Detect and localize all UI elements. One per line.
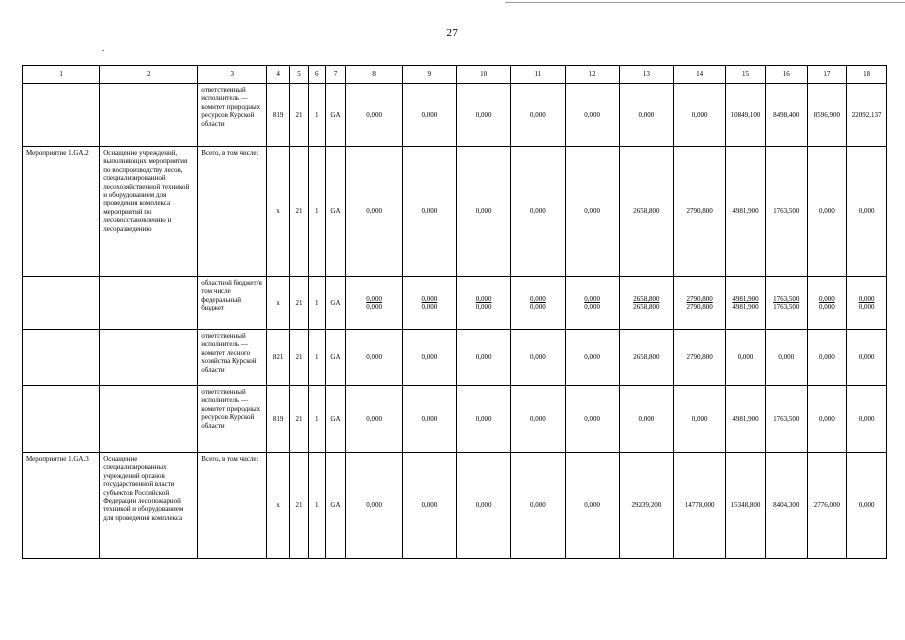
- value-cell: 0,000: [565, 330, 619, 386]
- code-cell: 1: [308, 386, 325, 453]
- value-cell: 0,000: [565, 386, 619, 453]
- description-cell: [100, 330, 198, 386]
- value-cell: [619, 277, 673, 330]
- executor-cell: ответственный исполнитель — комитет лесного хозяйства Курской области: [198, 330, 267, 386]
- header-cell-4: 4: [267, 66, 290, 84]
- value-cell: 4981,900: [726, 147, 766, 277]
- code-cell: 1: [308, 147, 325, 277]
- code-cell: 21: [290, 330, 309, 386]
- value-cell: 0,000: [511, 330, 565, 386]
- value-cell: 2658,800: [619, 147, 673, 277]
- value-cell: 8498,400: [765, 84, 807, 147]
- regional-budget-value: 1763,500: [773, 294, 800, 303]
- value-cell: 14778,000: [674, 453, 726, 559]
- value-cell: 0,000: [619, 386, 673, 453]
- value-cell: 0,000: [457, 147, 511, 277]
- header-cell-18: 18: [847, 66, 887, 84]
- header-cell-8: 8: [346, 66, 402, 84]
- value-cell: 0,000: [619, 84, 673, 147]
- executor-cell: Всего, в том числе:: [198, 147, 267, 277]
- regional-budget-value: 2658,800: [633, 294, 660, 303]
- header-cell-6: 6: [308, 66, 325, 84]
- header-cell-11: 11: [511, 66, 565, 84]
- value-cell: 2790,800: [674, 147, 726, 277]
- federal-budget-value: 0,000: [858, 303, 875, 311]
- value-cell: 0,000: [807, 147, 847, 277]
- table-row: [23, 147, 887, 277]
- activity-cell: Мероприятие 1.GA.3: [23, 453, 100, 559]
- value-cell: [402, 277, 456, 330]
- federal-budget-value: 2790,800: [686, 303, 713, 311]
- value-cell: 0,000: [847, 453, 887, 559]
- description-cell: Оснащение учреждений, выполняющих мероприятия по воспроизводству лесов, специализированной лесохозяйственной техникой и оборудованием для проведения комплекса мероприятий по лесовосстановлению и лесоразведению: [100, 147, 198, 277]
- header-cell-5: 5: [290, 66, 309, 84]
- value-cell: 0,000: [565, 147, 619, 277]
- header-cell-14: 14: [674, 66, 726, 84]
- value-cell: 0,000: [807, 386, 847, 453]
- value-cell: 0,000: [511, 147, 565, 277]
- value-cell: [346, 277, 402, 330]
- value-cell: 0,000: [402, 84, 456, 147]
- executor-cell: областной бюджет/в том числе федеральный бюджет: [198, 277, 267, 330]
- regional-budget-value: 0,000: [858, 294, 875, 303]
- federal-budget-value: 1763,500: [773, 303, 800, 311]
- value-cell: 0,000: [511, 386, 565, 453]
- header-cell-12: 12: [565, 66, 619, 84]
- header-cell-17: 17: [807, 66, 847, 84]
- code-cell: 21: [290, 147, 309, 277]
- value-cell: 0,000: [346, 453, 402, 559]
- value-cell: 0,000: [346, 386, 402, 453]
- header-cell-2: 2: [100, 66, 198, 84]
- table-row: [23, 84, 887, 147]
- budget-table: [22, 65, 887, 559]
- description-cell: Оснащение специализированных учреждений органов государственной власти субъектов Российской Федерации лесопожарной техникой и оборудованием для проведения комплекса: [100, 453, 198, 559]
- value-cell: 0,000: [346, 147, 402, 277]
- regional-budget-value: 0,000: [819, 294, 835, 303]
- activity-cell: [23, 386, 100, 453]
- federal-budget-value: 0,000: [584, 303, 601, 311]
- value-cell: 0,000: [565, 453, 619, 559]
- code-cell: x: [267, 147, 290, 277]
- federal-budget-value: 2658,800: [633, 303, 660, 311]
- code-cell: 1: [308, 453, 325, 559]
- header-cell-3: 3: [198, 66, 267, 84]
- value-cell: [565, 277, 619, 330]
- header-cell-16: 16: [765, 66, 807, 84]
- activity-cell: [23, 330, 100, 386]
- value-cell: [726, 277, 766, 330]
- value-cell: 0,000: [847, 330, 887, 386]
- activity-cell: Мероприятие 1.GA.2: [23, 147, 100, 277]
- value-cell: 0,000: [511, 84, 565, 147]
- regional-budget-value: 2790,800: [686, 294, 713, 303]
- code-cell: 819: [267, 84, 290, 147]
- federal-budget-value: 0,000: [475, 303, 492, 311]
- code-cell: 1: [308, 277, 325, 330]
- scan-speck: [102, 50, 104, 51]
- value-cell: 8596,900: [807, 84, 847, 147]
- value-cell: 0,000: [511, 453, 565, 559]
- header-cell-1: 1: [23, 66, 100, 84]
- code-cell: 821: [267, 330, 290, 386]
- top-edge-line: [505, 2, 905, 3]
- value-cell: 0,000: [346, 84, 402, 147]
- header-cell-9: 9: [402, 66, 456, 84]
- header-cell-13: 13: [619, 66, 673, 84]
- table-row: [23, 453, 887, 559]
- table-row: [23, 277, 887, 330]
- header-cell-10: 10: [457, 66, 511, 84]
- regional-budget-value: 4981,900: [732, 294, 759, 303]
- federal-budget-value: 4981,900: [732, 303, 759, 311]
- page-number: 27: [446, 27, 459, 39]
- regional-budget-value: 0,000: [530, 294, 546, 303]
- value-cell: 0,000: [457, 386, 511, 453]
- value-cell: 0,000: [807, 330, 847, 386]
- table-row: [23, 330, 887, 386]
- value-cell: 29239,200: [619, 453, 673, 559]
- regional-budget-value: 0,000: [475, 294, 492, 303]
- code-cell: 21: [290, 84, 309, 147]
- value-cell: 0,000: [457, 453, 511, 559]
- code-cell: 1: [308, 84, 325, 147]
- value-cell: 0,000: [674, 386, 726, 453]
- regional-budget-value: 0,000: [366, 294, 382, 303]
- value-cell: 0,000: [847, 386, 887, 453]
- value-cell: 0,000: [402, 330, 456, 386]
- value-cell: 0,000: [674, 84, 726, 147]
- value-cell: 0,000: [346, 330, 402, 386]
- value-cell: 0,000: [847, 147, 887, 277]
- value-cell: 10849,100: [726, 84, 766, 147]
- federal-budget-value: 0,000: [530, 303, 546, 311]
- code-cell: 1: [308, 330, 325, 386]
- value-cell: [847, 277, 887, 330]
- regional-budget-value: 0,000: [421, 294, 438, 303]
- value-cell: [765, 277, 807, 330]
- value-cell: 0,000: [402, 147, 456, 277]
- table-row: [23, 386, 887, 453]
- executor-cell: ответственный исполнитель — комитет природных ресурсов Курской области: [198, 386, 267, 453]
- value-cell: [457, 277, 511, 330]
- code-cell: 819: [267, 386, 290, 453]
- federal-budget-value: 0,000: [421, 303, 438, 311]
- code-cell: GA: [325, 84, 346, 147]
- description-cell: [100, 277, 198, 330]
- header-cell-15: 15: [726, 66, 766, 84]
- activity-cell: [23, 84, 100, 147]
- value-cell: 0,000: [726, 330, 766, 386]
- value-cell: 1763,500: [765, 147, 807, 277]
- value-cell: 0,000: [565, 84, 619, 147]
- header-cell-7: 7: [325, 66, 346, 84]
- value-cell: 1763,500: [765, 386, 807, 453]
- value-cell: 0,000: [457, 84, 511, 147]
- value-cell: 22092,137: [847, 84, 887, 147]
- code-cell: 21: [290, 453, 309, 559]
- activity-cell: [23, 277, 100, 330]
- code-cell: GA: [325, 330, 346, 386]
- federal-budget-value: 0,000: [366, 303, 382, 311]
- executor-cell: ответственный исполнитель — комитет природных ресурсов Курской области: [198, 84, 267, 147]
- value-cell: 2790,800: [674, 330, 726, 386]
- value-cell: 4981,900: [726, 386, 766, 453]
- code-cell: x: [267, 453, 290, 559]
- header-row: [23, 66, 887, 84]
- code-cell: GA: [325, 453, 346, 559]
- federal-budget-value: 0,000: [819, 303, 835, 311]
- code-cell: GA: [325, 277, 346, 330]
- executor-cell: Всего, в том числе:: [198, 453, 267, 559]
- value-cell: 0,000: [765, 330, 807, 386]
- value-cell: 2658,800: [619, 330, 673, 386]
- value-cell: 0,000: [457, 330, 511, 386]
- value-cell: [674, 277, 726, 330]
- value-cell: 2776,000: [807, 453, 847, 559]
- value-cell: 0,000: [402, 453, 456, 559]
- value-cell: [807, 277, 847, 330]
- code-cell: 21: [290, 386, 309, 453]
- description-cell: [100, 84, 198, 147]
- code-cell: GA: [325, 386, 346, 453]
- description-cell: [100, 386, 198, 453]
- code-cell: 21: [290, 277, 309, 330]
- value-cell: 8404,300: [765, 453, 807, 559]
- code-cell: x: [267, 277, 290, 330]
- regional-budget-value: 0,000: [584, 294, 601, 303]
- value-cell: 0,000: [402, 386, 456, 453]
- value-cell: [511, 277, 565, 330]
- value-cell: 15348,800: [726, 453, 766, 559]
- code-cell: GA: [325, 147, 346, 277]
